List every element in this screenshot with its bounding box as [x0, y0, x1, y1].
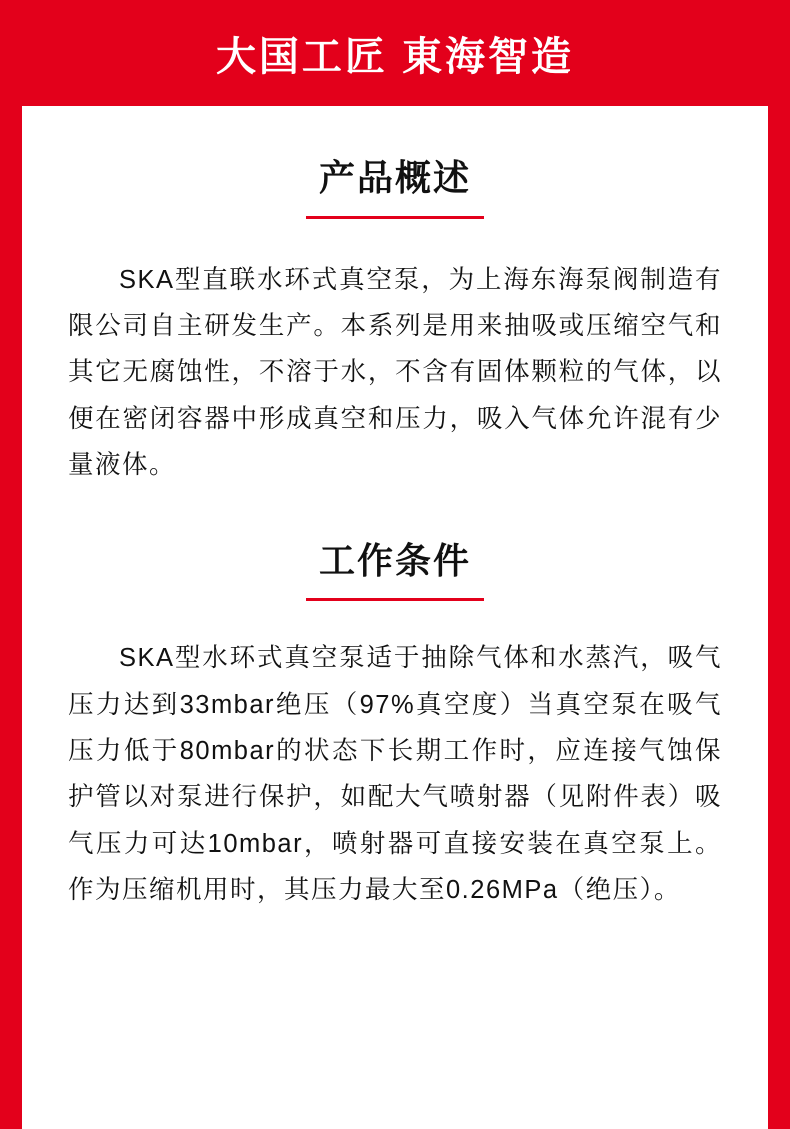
section-overview-title: 产品概述	[318, 157, 471, 198]
section-overview-underline	[306, 216, 484, 219]
section-overview-body: SKA型直联水环式真空泵，为上海东海泵阀制造有限公司自主研发生产。本系列是用来抽吸或压缩空气和其它无腐蚀性，不溶于水，不含有固体颗粒的气体，以便在密闭容器中形成真空和压力，吸入气体允许混有少量液体。	[68, 265, 722, 480]
section-working-conditions	[68, 541, 722, 914]
page-banner	[0, 0, 790, 106]
left-red-rail	[0, 0, 22, 1129]
banner-title: 大国工匠 東海智造	[215, 34, 575, 79]
section-conditions-title: 工作条件	[318, 539, 471, 581]
section-conditions-header	[68, 541, 722, 602]
content-area	[22, 106, 768, 1129]
section-overview-header	[68, 158, 722, 219]
section-conditions-body: SKA型水环式真空泵适于抽除气体和水蒸汽，吸气压力达到33mbar绝压（97%真空度）当真空泵在吸气压力低于80mbar的状态下长期工作时，应连接气蚀保护管以对泵进行保护，如配大气喷射器（见附件表）吸气压力可达10mbar，喷射器可直接安装在真空泵上。作为压缩机用时，其压力最大至0.26MPa（绝压）。	[68, 644, 722, 905]
right-red-rail	[768, 0, 790, 1129]
section-conditions-underline	[306, 598, 484, 601]
section-product-overview	[68, 158, 722, 489]
